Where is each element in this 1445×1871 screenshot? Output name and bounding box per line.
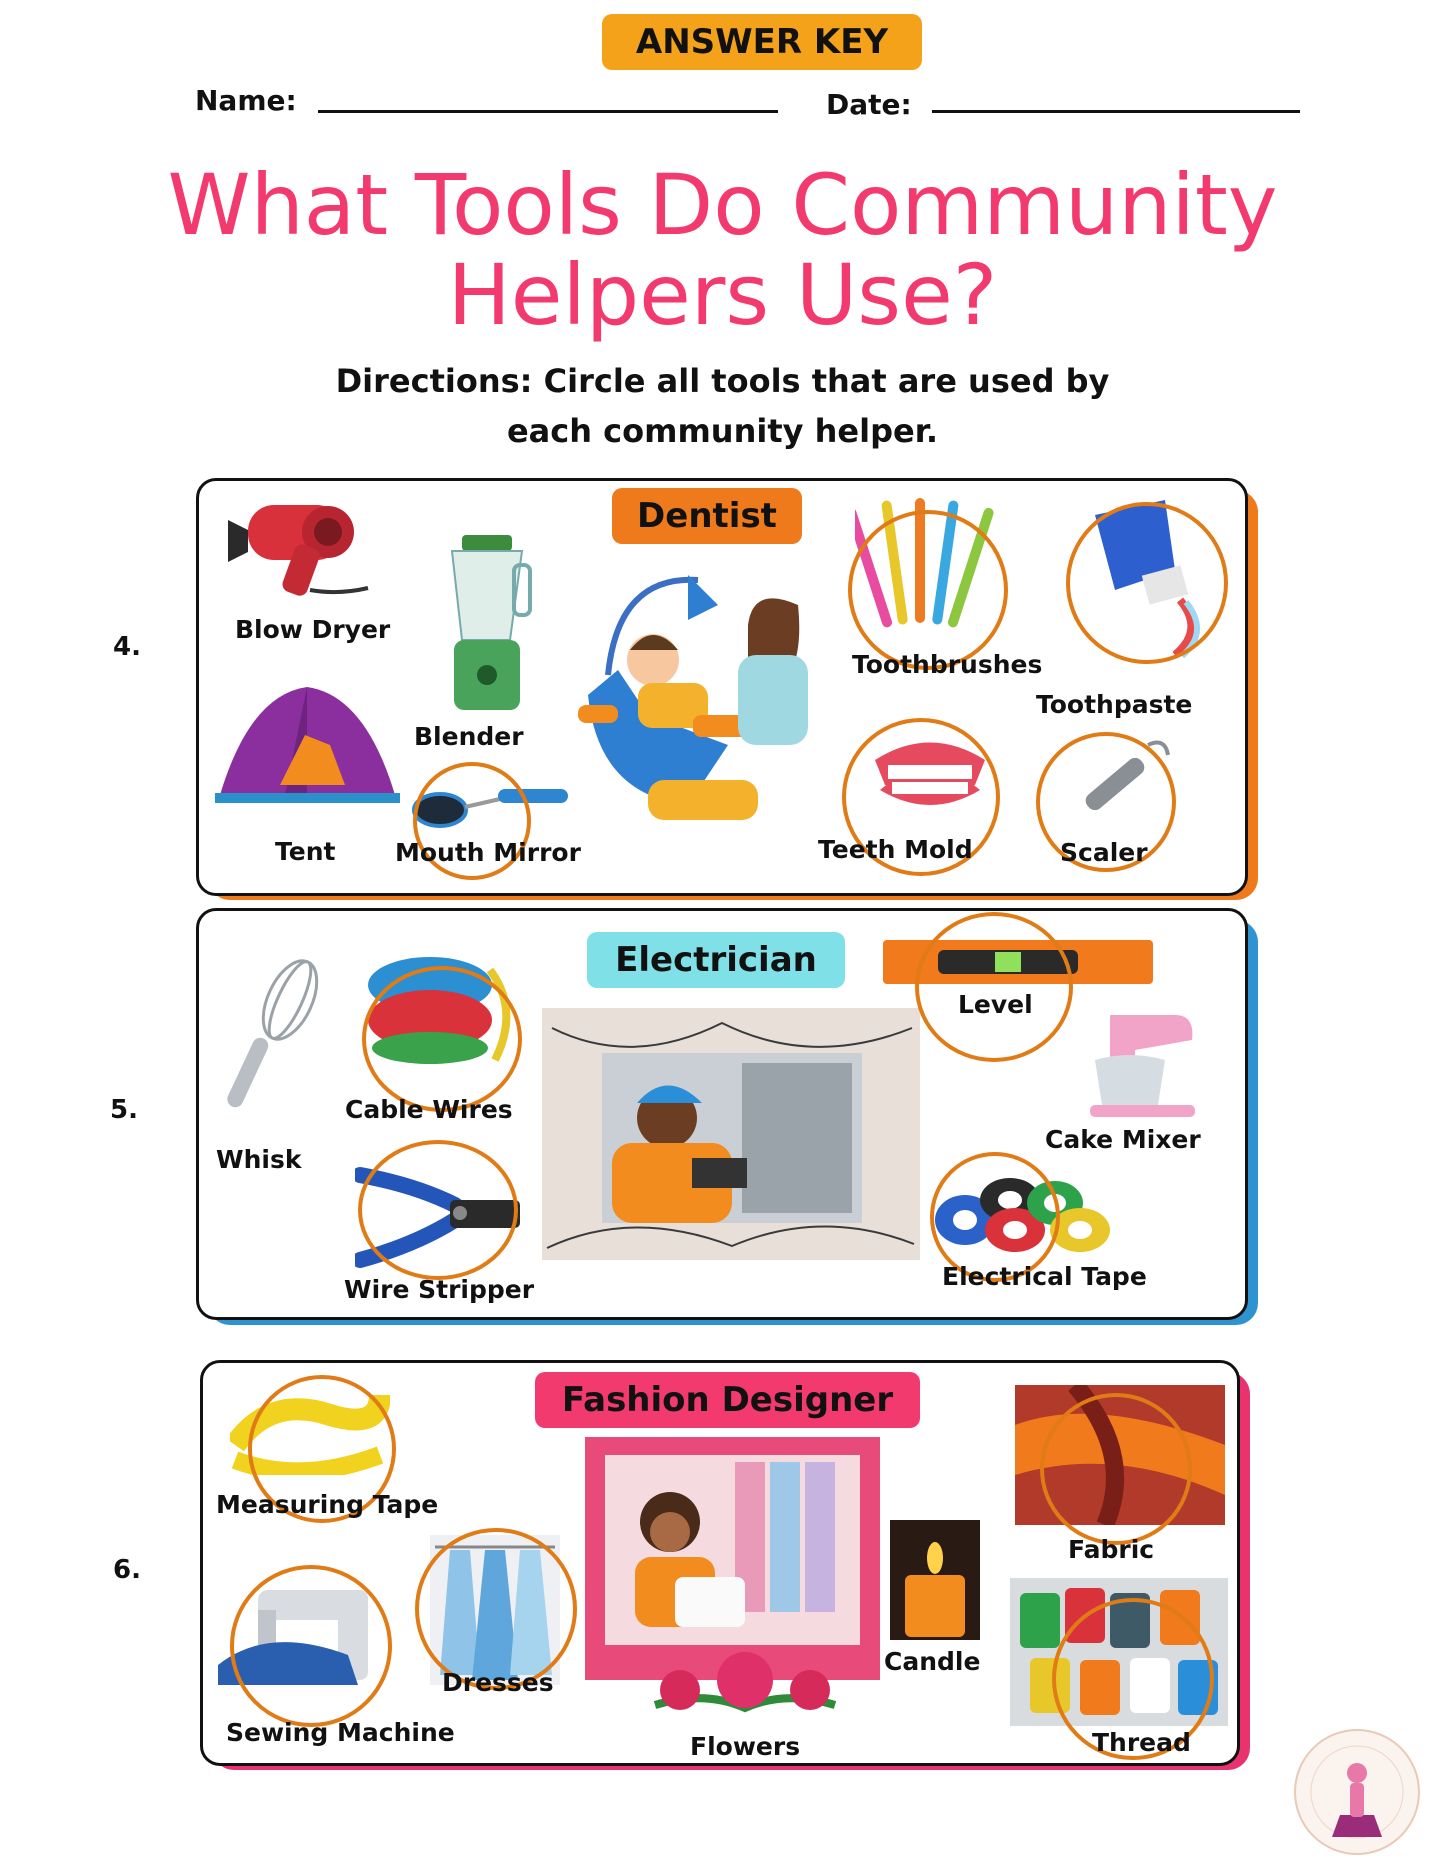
electrician-badge: Electrician xyxy=(587,932,845,988)
question-number-6: 6. xyxy=(113,1555,141,1585)
whisk-icon xyxy=(215,955,335,1115)
circle-mark-toothpaste[interactable] xyxy=(1066,502,1228,664)
tool-label-tent: Tent xyxy=(275,837,336,866)
tool-label-whisk: Whisk xyxy=(216,1145,302,1174)
tool-label-blow-dryer: Blow Dryer xyxy=(235,615,391,644)
circle-mark-level[interactable] xyxy=(915,912,1073,1062)
candle-icon xyxy=(890,1520,980,1640)
tool-label-flowers: Flowers xyxy=(690,1732,801,1761)
tool-label-thread: Thread xyxy=(1092,1728,1191,1757)
tool-label-dresses: Dresses xyxy=(442,1668,554,1697)
tool-label-blender: Blender xyxy=(414,722,524,751)
circle-mark-toothbrushes[interactable] xyxy=(848,510,1008,670)
question-number-4: 4. xyxy=(113,632,141,662)
cake-mixer-icon xyxy=(1080,1005,1200,1120)
directions-line2: each community helper. xyxy=(506,412,939,450)
tool-label-level: Level xyxy=(958,990,1033,1019)
tool-label-cake-mixer: Cake Mixer xyxy=(1045,1125,1201,1154)
flowers-icon xyxy=(645,1650,845,1720)
directions xyxy=(260,356,1185,456)
dentist-scene-icon xyxy=(578,565,823,820)
tool-label-measuring-tape: Measuring Tape xyxy=(216,1490,439,1519)
tool-label-wire-stripper: Wire Stripper xyxy=(344,1275,535,1304)
tent-icon xyxy=(215,685,400,810)
tool-label-toothpaste: Toothpaste xyxy=(1036,690,1193,719)
date-label: Date: xyxy=(826,88,912,121)
blender-icon xyxy=(430,535,540,710)
tool-label-teeth-mold: Teeth Mold xyxy=(818,835,973,864)
page-title-line1: What Tools Do Community xyxy=(167,156,1278,254)
page-title-line2: Helpers Use? xyxy=(447,246,998,344)
tool-label-electrical-tape: Electrical Tape xyxy=(942,1262,1147,1291)
brand-seal-logo xyxy=(1290,1725,1425,1860)
dentist-badge: Dentist xyxy=(612,488,802,544)
answer-key-badge: ANSWER KEY xyxy=(602,14,922,70)
question-number-5: 5. xyxy=(110,1095,138,1125)
circle-mark-fabric[interactable] xyxy=(1040,1393,1192,1545)
blow-dryer-icon xyxy=(228,490,378,600)
fashion-designer-badge: Fashion Designer xyxy=(535,1372,920,1428)
tool-label-candle: Candle xyxy=(884,1647,981,1676)
electrician-photo-icon xyxy=(542,1008,920,1260)
tool-label-fabric: Fabric xyxy=(1068,1535,1155,1564)
circle-mark-cable-wires[interactable] xyxy=(362,966,522,1112)
name-field[interactable] xyxy=(318,110,778,113)
tool-label-sewing-machine: Sewing Machine xyxy=(226,1718,455,1747)
tool-label-toothbrushes: Toothbrushes xyxy=(852,650,1043,679)
name-label: Name: xyxy=(195,84,297,117)
tool-label-mouth-mirror: Mouth Mirror xyxy=(395,838,581,867)
circle-mark-wire-stripper[interactable] xyxy=(358,1140,518,1280)
directions-line1: Directions: Circle all tools that are used by xyxy=(335,362,1110,400)
fashion-designer-photo-icon xyxy=(585,1437,880,1680)
date-field[interactable] xyxy=(932,110,1300,113)
tool-label-scaler: Scaler xyxy=(1060,838,1148,867)
circle-mark-dresses[interactable] xyxy=(415,1528,577,1690)
circle-mark-sewing-machine[interactable] xyxy=(230,1565,392,1727)
tool-label-cable-wires: Cable Wires xyxy=(345,1095,513,1124)
